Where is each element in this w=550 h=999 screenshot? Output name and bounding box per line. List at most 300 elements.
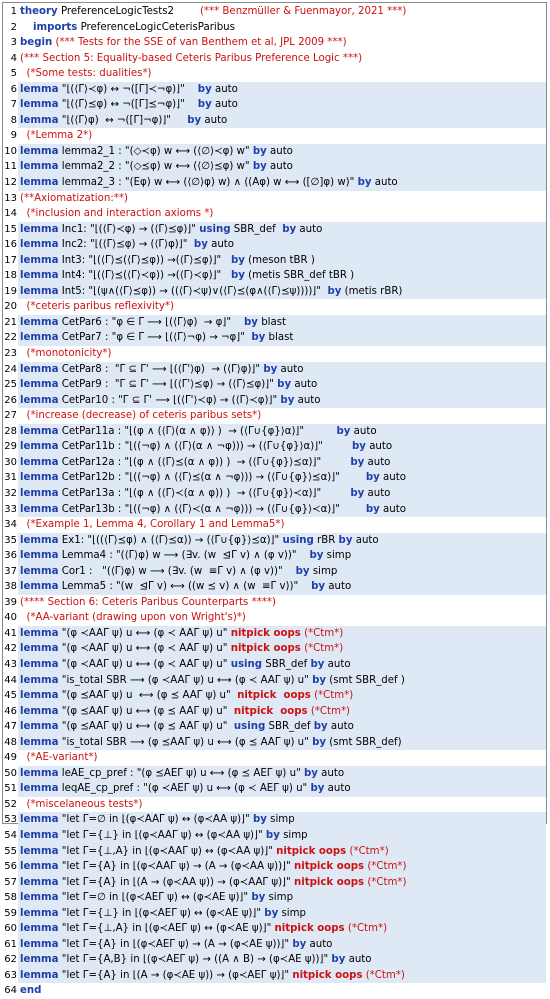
- code-token: auto: [211, 99, 238, 111]
- code-line[interactable]: [3, 626, 546, 642]
- code-token: "(φ ≺AAΓ ψ) u ⟷ (φ ≺ AAΓ ψ) u": [58, 643, 231, 655]
- code-line[interactable]: [3, 844, 546, 860]
- line-number: 55: [4, 845, 17, 857]
- keyword-token: by: [244, 316, 258, 328]
- code-line[interactable]: [3, 408, 546, 424]
- comment-token: (*Ctm*): [304, 627, 344, 639]
- code-token: Inc1: "⌊(⟨Γ⟩≺φ) → (⟨Γ⟩⪯φ)⌋": [58, 223, 200, 235]
- code-line[interactable]: [3, 144, 546, 160]
- code-line[interactable]: [3, 20, 546, 36]
- code-line[interactable]: [3, 797, 546, 813]
- code-token: Ex1: "⌊((⟨Γ⟩⪯φ) ∧ (⟨Γ⟩⪯α)) → (⟨Γ∪{φ}⟩⪯α)⌋": [58, 534, 283, 546]
- line-number: 20: [4, 301, 17, 313]
- line-number: 13: [4, 192, 17, 204]
- keyword-token: by: [313, 721, 328, 733]
- code-token: "⌊(⟨Γ⟩⪯φ) ↔ ¬([Γ]⪯¬φ)⌋": [58, 99, 198, 111]
- keyword-token: by: [277, 379, 292, 391]
- comment-token: (*Ctm*): [349, 845, 389, 857]
- code-token: Lemma4 : "(⟨Γ⟩φ) w ⟶ (∃v. (w ⊴Γ v) ∧ (φ v))": [58, 550, 310, 562]
- keyword-token: lemma: [20, 487, 59, 499]
- code-token: leqAE_cp_pref : "(φ ≺AEΓ ψ) u ⟷ (φ ≺ AEΓ ψ) u": [58, 783, 311, 795]
- keyword-token: using: [199, 223, 231, 235]
- code-token: auto: [201, 114, 228, 126]
- keyword-token: by: [365, 472, 380, 484]
- keyword-token: lemma: [20, 83, 59, 95]
- comment-token: (*Some tests: dualities*): [26, 68, 152, 80]
- line-number: 32: [4, 487, 17, 499]
- code-line[interactable]: [3, 890, 546, 906]
- line-number: 1: [10, 6, 17, 17]
- code-token: "(φ ⪯AAΓ ψ) u ⟷ (φ ⪯ AAΓ ψ) u": [58, 721, 234, 733]
- code-token: CetPar6 : "φ ∈ Γ ⟶ ⌊(⟨Γ⟩φ) → φ⌋": [58, 316, 245, 328]
- line-number: 57: [4, 876, 17, 888]
- nitpick-token: nitpick oops: [233, 705, 308, 717]
- keyword-token: lemma: [20, 332, 59, 344]
- code-token: "(φ ≺AAΓ ψ) u ⟷ (φ ≺ AAΓ ψ) u": [58, 658, 231, 670]
- code-token: SBR_def: [230, 223, 283, 235]
- keyword-token: lemma: [20, 783, 59, 795]
- code-line[interactable]: [3, 315, 546, 331]
- code-line[interactable]: [3, 486, 546, 502]
- nitpick-token: nitpick oops: [230, 627, 301, 639]
- line-number: 19: [4, 285, 17, 297]
- code-line[interactable]: [3, 191, 546, 207]
- comment-token: (*Ctm*): [310, 705, 351, 717]
- code-token: blast: [265, 332, 294, 344]
- comment-token: (*Ctm*): [347, 923, 388, 935]
- code-token: auto: [325, 581, 352, 593]
- keyword-token: lemma: [20, 223, 59, 235]
- keyword-token: lemma: [20, 472, 59, 484]
- code-token: "is_total SBR ⟶ (φ ⪯AAΓ ψ) u ⟷ (φ ⪯ AAΓ ψ) u": [58, 736, 313, 748]
- line-number: 29: [4, 441, 17, 453]
- code-token: auto: [364, 487, 391, 499]
- code-line[interactable]: [3, 377, 546, 393]
- code-line[interactable]: [3, 299, 546, 315]
- code-line[interactable]: [3, 330, 546, 346]
- keyword-token: by: [365, 503, 380, 515]
- keyword-token: by: [197, 99, 212, 111]
- code-token: "let Γ={⊥} in ⌊(φ≺AEΓ ψ) ↔ (φ≺AE ψ)⌋": [58, 907, 265, 919]
- code-line[interactable]: [3, 750, 546, 766]
- keyword-token: lemma: [20, 239, 59, 251]
- nitpick-token: nitpick oops: [230, 643, 301, 655]
- code-token: auto: [296, 223, 323, 235]
- code-token: "let Γ={⊥,A} in ⌊(φ≺AEΓ ψ) ↔ (φ≺AE ψ)⌋": [58, 923, 275, 935]
- comment-token: (*ceteris paribus reflexivity*): [26, 301, 174, 313]
- line-number: 54: [4, 829, 17, 841]
- keyword-token: lemma: [20, 705, 59, 717]
- code-token: Int4: "⌊(⟨Γ⟩⪯(⟨Γ⟩≺φ)) →(⟨Γ⟩≺φ)⌋": [58, 270, 231, 282]
- comment-token: (*Example 1, Lemma 4, Corollary 1 and Lemma5*): [26, 519, 285, 531]
- line-number: 16: [4, 239, 17, 251]
- keyword-token: lemma: [20, 270, 59, 282]
- line-number: 47: [4, 721, 17, 733]
- code-line[interactable]: [3, 439, 546, 455]
- line-number: 62: [4, 954, 17, 966]
- keyword-token: lemma: [20, 658, 59, 670]
- line-number: 18: [4, 270, 17, 282]
- code-token: auto: [207, 239, 235, 251]
- code-line[interactable]: [3, 968, 546, 984]
- line-number: 10: [4, 145, 17, 157]
- code-token: "let Γ={⊥,A} in ⌊(φ≺AAΓ ψ) ↔ (φ≺AA ψ)⌋": [58, 845, 277, 857]
- code-token: "let Γ={⊥} in ⌊(φ≺AAΓ ψ) ↔ (φ≺AA ψ)⌋": [58, 829, 266, 841]
- keyword-token: by: [292, 938, 307, 950]
- code-token: CetPar8 : "Γ ⊆ Γ' ⟶ ⌊(⟨Γ'⟩φ) → (⟨Γ⟩φ)⌋": [58, 363, 264, 375]
- keyword-token: lemma: [20, 876, 59, 888]
- code-token: [52, 37, 55, 48]
- code-token: auto: [266, 161, 293, 173]
- keyword-token: lemma: [20, 767, 59, 779]
- code-token: auto: [379, 472, 406, 484]
- code-token: simp: [309, 565, 338, 577]
- code-line[interactable]: [3, 983, 546, 999]
- editor-frame: [2, 2, 547, 997]
- keyword-token: lemma: [20, 954, 59, 966]
- line-number: 44: [4, 674, 17, 686]
- line-number: 8: [10, 114, 17, 126]
- comment-token: (*increase (decrease) of ceteris paribus sets*): [26, 410, 262, 422]
- code-token: (smt SBR_def ): [326, 674, 405, 686]
- comment-token: (**Axiomatization:**): [20, 192, 128, 204]
- code-line[interactable]: [3, 206, 546, 222]
- line-number: 27: [4, 410, 17, 422]
- line-number: 41: [4, 627, 17, 639]
- code-token: [346, 846, 349, 857]
- keyword-token: by: [263, 363, 278, 375]
- code-token: auto: [365, 441, 393, 453]
- comment-token: (*Ctm*): [304, 643, 344, 655]
- code-line[interactable]: [3, 253, 546, 269]
- code-line[interactable]: [3, 175, 546, 191]
- line-number: 43: [4, 658, 17, 670]
- code-token: CetPar9 : "Γ ⊆ Γ' ⟶ ⌊(⟨Γ'⟩⪯φ) → (⟨Γ⟩⪯φ)⌋": [58, 379, 278, 391]
- code-line[interactable]: [3, 595, 546, 611]
- code-token: "let Γ={A} in ⌊(A → (φ≺AA ψ)) → (φ≺AAΓ ψ)⌋": [58, 876, 294, 888]
- code-token: rBR: [313, 534, 339, 546]
- comment-token: (*Ctm*): [367, 876, 407, 888]
- nitpick-token: nitpick oops: [293, 861, 365, 873]
- code-line[interactable]: [3, 735, 546, 751]
- line-number: 2: [10, 21, 17, 33]
- code-line[interactable]: [3, 237, 546, 253]
- code-token: leAE_cp_pref : "(φ ⪯AEΓ ψ) u ⟷ (φ ⪯ AEΓ ψ) u": [58, 767, 304, 779]
- code-token: lemma2_2 : "(◇⪯φ) w ⟷ (⟨∅⟩⪯φ) w": [58, 161, 253, 173]
- keyword-token: lemma: [20, 736, 59, 748]
- line-number: 42: [4, 643, 17, 655]
- code-token: Int3: "⌊(⟨Γ⟩⪯(⟨Γ⟩⪯φ)) →(⟨Γ⟩⪯φ)⌋": [58, 254, 231, 266]
- line-number: 51: [4, 783, 17, 795]
- code-line[interactable]: [3, 828, 546, 844]
- keyword-token: by: [280, 394, 295, 406]
- code-line[interactable]: [3, 51, 546, 67]
- line-number: 52: [4, 798, 17, 810]
- keyword-token: lemma: [20, 114, 59, 126]
- nitpick-token: nitpick oops: [274, 923, 345, 935]
- line-number: 25: [4, 379, 17, 391]
- keyword-token: lemma: [20, 907, 59, 919]
- code-token: auto: [266, 145, 293, 157]
- keyword-token: imports: [32, 21, 78, 33]
- code-token: simp: [279, 829, 308, 841]
- nitpick-token: nitpick oops: [293, 876, 365, 888]
- keyword-token: lemma: [20, 938, 59, 950]
- code-token: blast: [257, 316, 287, 328]
- keyword-token: by: [252, 161, 267, 173]
- code-line[interactable]: [3, 548, 546, 564]
- code-line[interactable]: [3, 875, 546, 891]
- code-token: Lemma5 : "(w ⊴Γ v) ⟷ ((w ⪯ v) ∧ (w ≡Γ v))": [58, 581, 312, 593]
- keyword-token: theory: [20, 6, 58, 17]
- code-line[interactable]: [3, 97, 546, 113]
- code-line[interactable]: [3, 113, 546, 129]
- comment-token: (*Ctm*): [365, 969, 405, 981]
- code-line[interactable]: [3, 517, 546, 533]
- code-line[interactable]: [3, 455, 546, 471]
- code-token: "let Γ=∅ in ⌊(φ≺AAΓ ψ) ↔ (φ≺AA ψ)⌋": [58, 814, 253, 826]
- keyword-token: lemma: [20, 316, 59, 328]
- keyword-token: by: [350, 456, 365, 468]
- comment-token: (*inclusion and interaction axioms *): [26, 208, 214, 220]
- keyword-token: lemma: [20, 923, 59, 935]
- line-number: 26: [4, 394, 17, 406]
- code-token: Inc2: "⌊(⟨Γ⟩⪯φ) → (⟨Γ⟩φ)⌋": [58, 239, 194, 251]
- code-line[interactable]: [3, 579, 546, 595]
- line-number: 33: [4, 503, 17, 515]
- keyword-token: lemma: [20, 363, 59, 375]
- keyword-token: begin: [20, 37, 53, 49]
- code-line[interactable]: [3, 502, 546, 518]
- code-line[interactable]: [3, 906, 546, 922]
- line-number: 9: [10, 130, 17, 142]
- line-number: 56: [4, 861, 17, 873]
- comment-token: (*AE-variant*): [26, 752, 98, 764]
- code-token: PreferenceLogicTests2: [57, 6, 200, 17]
- code-line[interactable]: [3, 937, 546, 953]
- code-line[interactable]: [3, 222, 546, 238]
- code-token: "let Γ={A} in ⌊(φ≺AAΓ ψ) → (A → (φ≺AA ψ))⌋": [58, 861, 294, 873]
- code-token: "let Γ=∅ in ⌊(φ≺AEΓ ψ) ↔ (φ≺AE ψ)⌋": [58, 892, 252, 904]
- code-line[interactable]: [3, 35, 546, 51]
- comment-token: (*** Tests for the SSE of van Benthem et al, JPL 2009 ***): [55, 37, 347, 49]
- code-token: auto: [277, 363, 304, 375]
- line-number: 24: [4, 363, 17, 375]
- code-token: CetPar13a : "⌊(φ ∧ (⟨Γ⟩≺(α ∧ φ)) ) → (⟨Γ∪{φ}⟩≺α)⌋": [58, 487, 351, 499]
- comment-token: (*monotonicity*): [26, 348, 112, 360]
- keyword-token: lemma: [20, 814, 59, 826]
- code-line[interactable]: [3, 268, 546, 284]
- code-token: (metis SBR_def tBR ): [244, 270, 355, 282]
- code-token: simp: [278, 907, 307, 919]
- keyword-token: end: [20, 985, 42, 997]
- code-token: auto: [350, 425, 377, 437]
- code-line[interactable]: [3, 641, 546, 657]
- keyword-token: by: [304, 767, 318, 779]
- nitpick-token: nitpick oops: [292, 969, 363, 981]
- keyword-token: by: [230, 254, 245, 266]
- code-line[interactable]: [3, 393, 546, 409]
- keyword-token: by: [312, 674, 326, 686]
- code-token: lemma2_1 : "(◇≺φ) w ⟷ (⟨∅⟩≺φ) w": [58, 145, 253, 157]
- code-token: simp: [323, 550, 352, 562]
- code-token: auto: [352, 534, 379, 546]
- keyword-token: lemma: [20, 534, 59, 546]
- comment-token: (*Ctm*): [367, 861, 407, 873]
- code-line[interactable]: [3, 128, 546, 144]
- code-token: "let Γ={A} in ⌊(A → (φ≺AE ψ)) → (φ≺AEΓ ψ)⌋": [58, 969, 293, 981]
- comment-token: (*** Benzmüller & Fuenmayor, 2021 ***): [199, 6, 407, 17]
- comment-token: (*** Section 5: Equality-based Ceteris Paribus Preference Logic ***): [20, 52, 363, 64]
- code-token: "is_total SBR ⟶ (φ ≺AAΓ ψ) u ⟷ (φ ≺ AAΓ ψ) u": [58, 674, 313, 686]
- line-number: 11: [4, 161, 17, 173]
- code-token: auto: [327, 721, 354, 733]
- code-token: [20, 22, 33, 33]
- line-number: 23: [4, 348, 17, 360]
- keyword-token: lemma: [20, 969, 59, 981]
- code-token: simp: [266, 814, 295, 826]
- keyword-token: by: [264, 907, 279, 919]
- code-token: CetPar10 : "Γ ⊆ Γ' ⟶ ⌊(⟨Γ'⟩≺φ) → (⟨Γ⟩≺φ)⌋": [58, 394, 281, 406]
- keyword-token: using: [282, 534, 314, 546]
- keyword-token: using: [233, 721, 266, 733]
- keyword-token: lemma: [20, 177, 59, 189]
- code-token: auto: [324, 783, 351, 795]
- code-line[interactable]: [3, 533, 546, 549]
- keyword-token: lemma: [20, 892, 59, 904]
- line-number: 49: [4, 752, 17, 764]
- code-token: auto: [317, 767, 345, 779]
- code-token: "(φ ⪯AAΓ ψ) u ⟷ (φ ⪯ AAΓ ψ) u": [58, 705, 234, 717]
- keyword-token: by: [310, 658, 325, 670]
- code-token: SBR_def: [265, 721, 314, 733]
- keyword-token: lemma: [20, 441, 59, 453]
- comment-token: (*AA-variant (drawing upon von Wright's)*): [26, 612, 246, 624]
- code-line[interactable]: [3, 859, 546, 875]
- code-line[interactable]: [3, 921, 546, 937]
- line-number: 38: [4, 581, 17, 593]
- code-line[interactable]: [3, 952, 546, 968]
- comment-token: (*Lemma 2*): [26, 130, 93, 142]
- keyword-token: lemma: [20, 456, 59, 468]
- keyword-token: by: [197, 83, 212, 95]
- line-number: 4: [10, 52, 17, 64]
- keyword-token: lemma: [20, 643, 59, 655]
- line-number: 39: [4, 596, 17, 608]
- keyword-token: by: [309, 550, 324, 562]
- code-token: auto: [324, 658, 351, 670]
- code-token: auto: [371, 177, 398, 189]
- code-listing: [3, 4, 546, 999]
- code-token: auto: [379, 503, 406, 515]
- line-number: 21: [4, 316, 17, 328]
- keyword-token: lemma: [20, 145, 59, 157]
- keyword-token: using: [230, 658, 263, 670]
- code-token: auto: [345, 954, 372, 966]
- keyword-token: by: [251, 332, 266, 344]
- code-line[interactable]: [3, 766, 546, 782]
- code-token: (smt SBR_def): [326, 736, 402, 748]
- code-line[interactable]: [3, 66, 546, 82]
- code-line[interactable]: [3, 719, 546, 735]
- keyword-token: by: [265, 829, 280, 841]
- line-number: 50: [4, 767, 17, 779]
- line-number: 36: [4, 550, 17, 562]
- line-number: 12: [4, 177, 17, 189]
- code-token: Int5: "⌊(ψ∧(⟨Γ⟩⪯φ)) → ((⟨Γ⟩≺ψ)∨(⟨Γ⟩⪯(φ∧(⟨Γ⟩⪯ψ))))⌋": [58, 285, 328, 297]
- code-line[interactable]: [3, 346, 546, 362]
- line-number: 6: [10, 83, 17, 95]
- keyword-token: lemma: [20, 581, 59, 593]
- code-line[interactable]: [3, 362, 546, 378]
- keyword-token: by: [295, 565, 310, 577]
- code-line[interactable]: [3, 470, 546, 486]
- keyword-token: by: [331, 954, 346, 966]
- line-number: 53: [4, 814, 17, 826]
- line-number: 48: [4, 736, 17, 748]
- code-line[interactable]: [3, 812, 546, 828]
- code-token: PreferenceLogicCeterisParibus: [77, 21, 235, 33]
- code-line[interactable]: [3, 673, 546, 689]
- code-token: CetPar13b : "⌊((¬φ) ∧ (⟨Γ⟩≺(α ∧ ¬φ))) → (⟨Γ∪{φ}⟩≺α)⌋": [58, 503, 366, 515]
- keyword-token: lemma: [20, 425, 59, 437]
- line-number: 14: [4, 208, 17, 220]
- nitpick-token: nitpick oops: [276, 845, 347, 857]
- code-token: (meson tBR ): [244, 254, 315, 266]
- line-number: 46: [4, 705, 17, 717]
- code-line[interactable]: [3, 657, 546, 673]
- keyword-token: by: [252, 145, 267, 157]
- keyword-token: lemma: [20, 285, 59, 297]
- keyword-token: lemma: [20, 845, 59, 857]
- comment-token: (*Ctm*): [314, 690, 354, 702]
- nitpick-token: nitpick oops: [237, 690, 311, 702]
- code-line[interactable]: [3, 82, 546, 98]
- code-token: Cor1 : "(⟨Γ⟩φ) w ⟶ (∃v. (w ≡Γ v) ∧ (φ v))": [58, 565, 296, 577]
- code-line[interactable]: [3, 564, 546, 580]
- keyword-token: lemma: [20, 627, 59, 639]
- code-token: "(φ ⪯AAΓ ψ) u ⟷ (φ ⪯ AAΓ ψ) u": [58, 690, 238, 702]
- code-line[interactable]: [3, 781, 546, 797]
- keyword-token: lemma: [20, 379, 59, 391]
- line-number: 22: [4, 332, 17, 344]
- line-number: 58: [4, 892, 17, 904]
- line-number: 60: [4, 923, 17, 935]
- keyword-token: lemma: [20, 861, 59, 873]
- code-line[interactable]: [3, 688, 546, 704]
- code-line[interactable]: [3, 424, 546, 440]
- code-token: "(φ ≺AAΓ ψ) u ⟷ (φ ≺ AAΓ ψ) u": [58, 627, 231, 639]
- code-token: auto: [211, 83, 238, 95]
- code-line[interactable]: [3, 159, 546, 175]
- code-line[interactable]: [3, 610, 546, 626]
- code-token: CetPar11a : "⌊(φ ∧ (⟨Γ⟩(α ∧ φ)) ) → (⟨Γ∪{φ}⟩α)⌋": [58, 425, 337, 437]
- code-line[interactable]: [3, 4, 546, 20]
- keyword-token: by: [310, 783, 325, 795]
- code-token: CetPar12b : "⌊((¬φ) ∧ (⟨Γ⟩⪯(α ∧ ¬φ))) → (⟨Γ∪{φ}⟩⪯α)⌋": [58, 472, 366, 484]
- line-number: 61: [4, 938, 17, 950]
- code-token: lemma2_3 : "(Eφ) w ⟷ (⟨∅⟩φ) w) ∧ ((Aφ) w ⟷ ([∅]φ) w)": [58, 177, 358, 189]
- code-line[interactable]: [3, 704, 546, 720]
- code-token: "let Γ={A,B} in ⌊(φ≺AEΓ ψ) → ((A ∧ B) → (φ≺AE ψ))⌋": [58, 954, 332, 966]
- line-number: 63: [4, 969, 17, 981]
- code-line[interactable]: [3, 284, 546, 300]
- code-token: auto: [291, 379, 318, 391]
- line-number: 30: [4, 456, 17, 468]
- line-number: 5: [10, 68, 17, 80]
- code-token: SBR_def: [262, 658, 311, 670]
- keyword-token: lemma: [20, 829, 59, 841]
